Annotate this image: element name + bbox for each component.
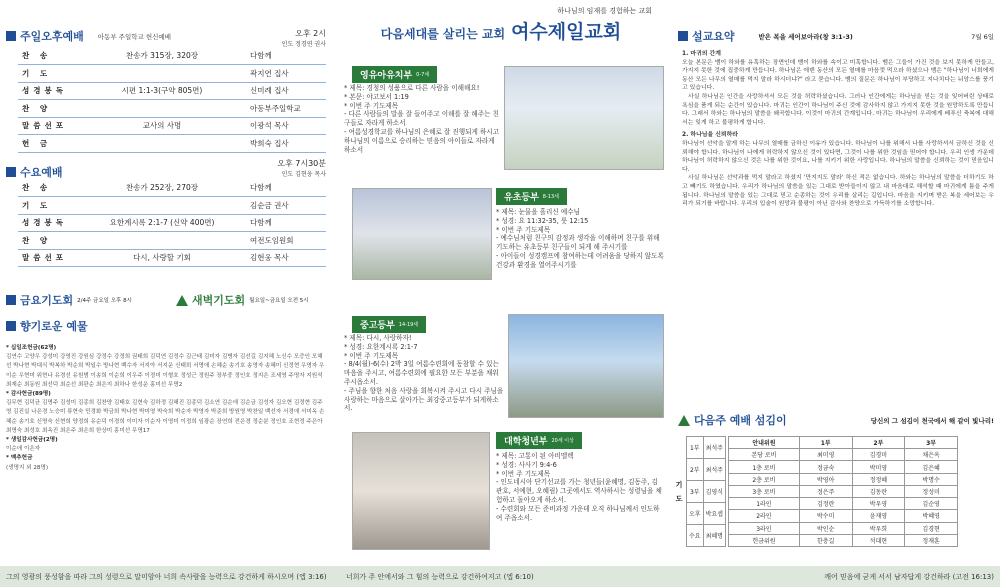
order-detail: 요한계시록 2:1-7 (신약 400면) [78, 214, 246, 232]
offering-group-title: * 맥추헌금 [6, 455, 33, 462]
college-dept-title [496, 432, 582, 449]
sermon-column [672, 0, 1000, 566]
usher-row [728, 485, 957, 497]
offering-names: (생명지 외 28명) [6, 464, 49, 471]
order-person: 다함께 [246, 214, 326, 232]
sunday-leader: 인도 정경연 권사 [281, 41, 326, 48]
usher-row [728, 534, 957, 546]
infant-dept-title [352, 66, 437, 83]
usher-cell: 박미영 [852, 461, 905, 473]
offering-names: 이순애 이은자 [6, 446, 41, 453]
order-item: 말씀선포 [18, 249, 78, 267]
offering-group-title: * 십일조헌금(62명) [6, 345, 57, 351]
order-row [18, 117, 326, 135]
usher-row [728, 522, 957, 534]
square-bullet-icon [6, 31, 16, 41]
sermon-point1-text-b: 사실 하나님은 인간을 사랑하셔서 모든 것을 허락하셨습니다. 그러나 인간에게는 하나님을 믿는 것을 잊어버린 상태로 욕심을 품게 되는 순간이 있습니다. 마귀는 인간이 하나님이 주신 것에 감사하지 않고 가지지 못한 것을 원망하도록 만듭니다. 그래서 하와는 하나님의 말씀을 왜곡합니다. 이것이 마귀의 간계입니다. 마귀는 하나님이 우리에게 베푸신 축복에 대해서는 잊게 하고 불평하게 합니다. [682, 93, 994, 126]
prayer-leaders [672, 436, 726, 547]
usher-cell: 한충길 [799, 534, 852, 546]
church-tagline: 하나님의 임재를 경험하는 교회 [557, 7, 652, 15]
usher-cell: 박영아 [799, 473, 852, 485]
department-column [336, 0, 666, 566]
usher-cell: 채은옥 [905, 449, 958, 461]
usher-cell: 최미영 [799, 449, 852, 461]
usher-header-cell: 안내위원 [728, 437, 799, 449]
nextweek-header [678, 412, 994, 428]
prayer-leader-table [686, 436, 726, 547]
nextweek-tables [672, 436, 958, 547]
prayer-label: 기 도 [675, 480, 683, 503]
wednesday-time-block [277, 158, 326, 180]
arrow-up-icon [678, 415, 690, 426]
sermon-date: 7월 6일 [971, 32, 994, 41]
usher-header-cell: 3부 [905, 437, 958, 449]
order-person: 김현웅 목사 [246, 249, 326, 267]
prayer-row [687, 503, 726, 525]
order-row [18, 100, 326, 118]
sermon-point1-text: 오늘 본문은 뱀이 하와를 유혹하는 장면인데 뱀이 하와를 속이고 미혹합니다. 뱀은 그들이 가진 것을 보지 못하게 만들고, 가지지 못한 것에 집중하게 만듭니다. 하나님은 에덴 동산의 모든 열매를 마음껏 먹으라 하셨으나 뱀은 "하나님이 너희에게 동산 모든 나무의 열매를 먹지 말라 하시더냐?" 라고 묻습니다. 뱀의 질문은 하나님이 부당하고 지나치다는 뉘앙스를 풍기고 있습니다. [682, 59, 994, 92]
usher-row [728, 498, 957, 510]
friday-title: 금요기도회 [20, 294, 74, 307]
wednesday-leader: 인도 김현웅 목사 [281, 171, 326, 178]
dept-list-item: * 제목: 다시, 사랑하자! [344, 334, 412, 342]
infant-ages: 0-7세 [416, 72, 430, 78]
order-person: 곽지연 집사 [246, 65, 326, 83]
usher-cell: 윤재영 [852, 510, 905, 522]
usher-cell: 1라인 [728, 498, 799, 510]
usher-cell: 정성미 [905, 485, 958, 497]
dept-list-item: - 아이들이 성경캠프에 참여하는데 어려움을 당하지 않도록 건강과 환경을 열어주시기를 [496, 251, 664, 269]
dept-list-item: - 주님을 향한 처음 사랑을 회복시켜 주시고 다시 주님을 사랑하는 마음으로 살아가는 최강중고등부가 되게하소서. [344, 386, 504, 413]
usher-cell: 2층 로비 [728, 473, 799, 485]
church-slogan: 다음세대를 살리는 교회 [380, 27, 506, 41]
square-bullet-icon [6, 321, 16, 331]
sunday-header [6, 28, 326, 48]
youth-ages: 14-19세 [398, 322, 419, 328]
sermon-point2-heading: 2. 하나님을 신뢰하라 [682, 132, 738, 139]
sunday-title-text: 주일오후예배 [20, 30, 84, 43]
offering-names: 김무현 김덕균 김명주 김성미 김종희 김찬양 김태호 김현숙 김하정 김혜진 김종덕 김소연 김순애 김순금 김성자 김오현 김정현 김주영 김진실 나은경 노승미 류현숙 민경화 박금희 박나현 박미영 박숙희 박순자 박영자 박준희 방원영 박찬일 백선자 서경애 서미옥 손혜순 송기호 신명숙 신현희 양정희 유순덕 이경희 이미자 이순자 이영미 이정희 임광순 장연희 전은경 정순분 정인호 조현정 주은아 최명숙 최성호 최옥진 최은주 최은희 한상미 홍미선 무명17 [6, 400, 325, 434]
dept-list-item: - 다른 사람들의 말을 잘 들어주고 이해를 잘 해주는 친구들로 자라게 하소서 [344, 110, 500, 128]
usher-cell: 3층 로비 [728, 485, 799, 497]
elementary-dept-list [496, 208, 664, 270]
dept-list-item: * 제목: 눈물을 흘리신 예수님 [496, 208, 580, 216]
prayer-row [687, 437, 726, 459]
arrow-up-icon [176, 295, 188, 306]
infant-title-text: 영유아유치부 [360, 71, 413, 81]
usher-cell: 헌금위원 [728, 534, 799, 546]
dept-list-item: - 인도네시아 단기선교를 가는 청년들(윤혜명, 김동주, 김관호, 서예현, 오혜림) 그곳에서도 역사하시는 성령님을 체험하고 돌아오게 하소서. [496, 478, 662, 504]
offering-title [6, 318, 88, 334]
sermon-point2-text-b: 사실 하나님은 선악과를 먹지 말라고 하셨지 '만지지도 말라' 하신 적은 없습니다. 하와는 하나님의 말씀을 더하기도 하고 빼기도 하였습니다. 우리가 하나님의 말씀을 있는 그대로 받아들이지 않고 내 마음대로 해석할 때 마귀에게 틈을 주게 됩니다. 하나님의 말씀을 있는 그대로 믿고 순종하는 것이 우리를 살리는 길입니다. 마음을 지키며 받은 복을 세어보는 우리가 되기를 바랍니다. 우리의 입술이 원망과 불평이 아닌 감사와 찬양으로 가득하기를 소망합니다. [682, 175, 994, 208]
sunday-time: 오후 2시 [295, 29, 326, 38]
prayer-cell: 최혜명 [703, 525, 725, 547]
order-item: 기 도 [18, 197, 78, 215]
usher-cell: 김경미 [852, 449, 905, 461]
elementary-photo [352, 188, 492, 280]
order-detail [78, 197, 246, 215]
order-row [18, 197, 326, 215]
elementary-dept-title [496, 188, 567, 205]
order-detail: 시편 1:1-3(구약 805면) [78, 82, 246, 100]
youth-dept-list [344, 334, 504, 413]
order-person: 이광석 목사 [246, 117, 326, 135]
order-item: 성경봉독 [18, 214, 78, 232]
prayer-cell: 박요셉 [703, 503, 725, 525]
offering-group [6, 344, 326, 390]
dept-list-item: - 8/4(월)-6(수) 2박 3일 여름수련회에 동참할 수 있는 마음을 주시고, 여름수련회에 필요한 모든 부분을 채워주시옵소서. [344, 360, 499, 386]
order-row [18, 135, 326, 153]
dawn-prayer [176, 292, 309, 308]
prayer-cell: 1부 [687, 437, 704, 459]
usher-cell: 박인순 [799, 522, 852, 534]
sermon-title-text: 설교요약 [692, 30, 735, 43]
offering-group [6, 454, 326, 472]
dept-list-item: * 이번 주 기도제목 [344, 351, 399, 360]
usher-header-row [728, 437, 957, 449]
wednesday-title-text: 수요예배 [20, 166, 63, 179]
usher-cell: 2라인 [728, 510, 799, 522]
order-item: 말씀선포 [18, 117, 78, 135]
usher-cell: 정은주 [799, 485, 852, 497]
order-item: 찬 송 [18, 179, 78, 197]
sermon-header [678, 28, 994, 44]
usher-cell: 박우희 [852, 522, 905, 534]
usher-row [728, 510, 957, 522]
usher-header-cell: 2부 [852, 437, 905, 449]
nextweek-verse: 당신의 그 섬김이 천국에서 해 같이 빛나리! [870, 416, 994, 425]
offering-group-title: * 감사헌금(89명) [6, 391, 51, 398]
wednesday-title [6, 164, 63, 180]
dawn-sub: 월요일~금요일 오전 5시 [249, 298, 309, 304]
sunday-time-block [282, 28, 326, 48]
dept-list-item: * 이번 주 기도제목 [496, 225, 551, 234]
dept-list-item: * 성경: 요 11:32-35, 룻 12:15 [496, 216, 589, 225]
order-person: 다함께 [246, 47, 326, 65]
church-header [336, 6, 666, 44]
footer-verse-left: 그의 영광의 풍성함을 따라 그의 성령으로 말미암아 너희 속사람을 능력으로 강건하게 하시오며 (엡 3:16) [6, 572, 327, 581]
youth-title-text: 중고등부 [360, 321, 395, 331]
usher-cell: 박혜영 [905, 510, 958, 522]
usher-cell: 김은혜 [905, 461, 958, 473]
usher-cell: 정금숙 [799, 461, 852, 473]
footer-verse-right: 깨어 믿음에 굳게 서서 남자답게 강건하라 (고전 16:13) [824, 572, 994, 581]
order-detail: 다시, 사랑할 기회 [78, 249, 246, 267]
footer-verse-mid: 너희가 주 안에서와 그 힘의 능력으로 강건하여지고 (엡 6:10) [346, 572, 534, 581]
prayer-cell: 김영식 [703, 481, 725, 503]
usher-cell: 김정란 [799, 498, 852, 510]
usher-cell: 박명수 [905, 473, 958, 485]
sunday-subtitle: 아동부 주일학교 헌신예배 [97, 32, 171, 41]
usher-header-cell: 1부 [799, 437, 852, 449]
offering-list [0, 344, 332, 473]
order-person: 신미례 집사 [246, 82, 326, 100]
order-item: 기 도 [18, 65, 78, 83]
dept-list-item: - 예수님처럼 친구의 감정과 생각을 이해하며 친구를 위해 기도하는 유초등부 친구들이 되게 해 주시기를 [496, 234, 660, 252]
usher-row [728, 449, 957, 461]
usher-cell: 본당 로비 [728, 449, 799, 461]
prayer-row [687, 481, 726, 503]
infant-dept-list [344, 84, 500, 154]
usher-cell: 박우영 [852, 498, 905, 510]
order-detail: 찬송가 315장, 320장 [78, 47, 246, 65]
sunday-order-table [18, 47, 326, 153]
prayer-row [687, 525, 726, 547]
worship-column [0, 0, 332, 566]
order-person: 아동부주일학교 [246, 100, 326, 118]
footer-bar [0, 566, 1000, 587]
dept-list-item: * 이번 주 기도제목 [496, 469, 551, 478]
elementary-ages: 8-13세 [542, 194, 559, 200]
usher-cell: 김순영 [905, 498, 958, 510]
usher-row [728, 473, 957, 485]
church-name: 여수제일교회 [511, 21, 622, 43]
order-row [18, 65, 326, 83]
nextweek-title [678, 412, 787, 428]
order-detail [78, 232, 246, 250]
usher-cell: 석대현 [852, 534, 905, 546]
dawn-title: 새벽기도회 [192, 294, 246, 307]
offering-group [6, 436, 326, 454]
order-item: 찬 송 [18, 47, 78, 65]
order-person: 여전도임원회 [246, 232, 326, 250]
elementary-title-text: 유초등부 [504, 193, 539, 203]
sermon-point2-text: 하나님이 선악을 알게 하는 나무의 열매를 금하신 이유가 있습니다. 하나님이 나를 위해서 나를 사랑하셔서 금하신 것을 신뢰해야 합니다. 하나님이 나에게 허락하지 않으신 것이 있다면, 그것이 나를 위한 것임을 믿어야 합니다. 우리 인생 가운데 하나님이 허락하지 않으신 것은 나를 위한 것이요, 나를 지키기 위한 사랑입니다. 하나님의 말씀을 신뢰하는 것이 믿음입니다. [682, 140, 994, 173]
dept-list-item: * 본문: 야고보서 1:19 [344, 92, 409, 101]
sermon-subtitle: 받은 복을 세어보아라(창 3:1-3) [758, 32, 853, 41]
dept-list-item: * 성경: 요한계시록 2:1-7 [344, 342, 418, 351]
infant-photo [504, 66, 664, 170]
college-ages: 20세 이상 [551, 438, 574, 444]
order-item: 헌 금 [18, 135, 78, 153]
usher-cell: 박수미 [799, 510, 852, 522]
friday-sub: 2/4주 금요일 오후 8시 [77, 298, 132, 304]
youth-dept-title [352, 316, 426, 333]
order-row [18, 232, 326, 250]
youth-photo [508, 314, 664, 418]
order-detail [78, 100, 246, 118]
order-row [18, 249, 326, 267]
sermon-body [682, 50, 994, 209]
order-row [18, 179, 326, 197]
college-dept-list [496, 452, 664, 522]
order-person: 박희숙 집사 [246, 135, 326, 153]
dept-list-item: * 제목: 고통이 된 아비멜렉 [496, 452, 574, 460]
prayer-cell: 최석주 [703, 459, 725, 481]
prayer-cell: 오후 [687, 503, 704, 525]
order-item: 찬 양 [18, 100, 78, 118]
prayer-row [687, 459, 726, 481]
square-bullet-icon [6, 295, 16, 305]
usher-cell: 정정혜 [852, 473, 905, 485]
offering-group-title: * 생일감사헌금(2명) [6, 437, 58, 444]
prayer-cell: 2부 [687, 459, 704, 481]
usher-cell: 3라인 [728, 522, 799, 534]
wednesday-header [6, 158, 326, 180]
offering-names: 김연수 고양우 강성미 강영진 강원심 강정수 강정희 권태희 김덕연 김정수 김근태 김미자 김병자 김선길 김지혜 노신수 모증인 모혜선 박나현 박대식 박복하 박순희 박일수 방나현 백수자 서지아 서지운 신태희 서명애 손혜순 송기호 송영자 송혜미 신정현 우명자 우이순 우현미 위현나 유경선 유원범 이송희 이순희 이우주 이정미 이형호 정성근 정원주 장부중 정인호 정지은 조세영 주명자 지원석 최재순 최동원 최선덕 최순선 최판순 최은지 최하나 한성운 홍미선 무명2 [6, 354, 325, 388]
order-row [18, 82, 326, 100]
usher-row [728, 461, 957, 473]
prayer-cell: 최석주 [703, 437, 725, 459]
dept-list-item: * 제목: 경청의 성품으로 다른 사람을 이해해요! [344, 84, 480, 92]
order-item: 찬 양 [18, 232, 78, 250]
usher-cell: 정재훈 [905, 534, 958, 546]
order-person: 김순금 권사 [246, 197, 326, 215]
wednesday-order-table [18, 179, 326, 267]
usher-cell: 1층 로비 [728, 461, 799, 473]
order-detail: 교사의 사명 [78, 117, 246, 135]
nextweek-title-text: 다음주 예배 섬김이 [694, 414, 787, 427]
usher-cell: 김동란 [852, 485, 905, 497]
order-row [18, 214, 326, 232]
usher-cell: 김경현 [905, 522, 958, 534]
friday-prayer [6, 292, 132, 308]
wednesday-time: 오후 7시30분 [277, 159, 326, 168]
dept-list-item: - 여름성경학교를 하나님의 은혜로 잘 진행되게 하시고 하나님의 이름으로 승리하는 믿음의 아이들로 자라게 하소서 [344, 127, 500, 154]
dept-list-item: - 수련회와 모든 준비과정 가운데 오직 하나님께서 인도하여 주옵소서. [496, 504, 660, 522]
square-bullet-icon [678, 31, 688, 41]
prayer-cell: 3부 [687, 481, 704, 503]
order-detail [78, 135, 246, 153]
prayer-cell: 수요 [687, 525, 704, 547]
usher-table [728, 436, 958, 547]
order-item: 성경봉독 [18, 82, 78, 100]
order-person: 다함께 [246, 179, 326, 197]
offering-group [6, 390, 326, 436]
sunday-title [6, 28, 171, 44]
square-bullet-icon [6, 167, 16, 177]
college-title-text: 대학청년부 [504, 437, 548, 447]
order-detail: 찬송가 252장, 270장 [78, 179, 246, 197]
dept-list-item: * 성경: 사사기 9:4-6 [496, 460, 557, 469]
order-detail [78, 65, 246, 83]
sermon-title [678, 28, 853, 44]
offering-title-text: 향기로운 예물 [20, 320, 88, 333]
order-row [18, 47, 326, 65]
college-photo [352, 432, 490, 550]
dept-list-item: * 이번 주 기도제목 [344, 101, 399, 110]
sermon-point1-heading: 1. 마귀의 간계 [682, 51, 721, 57]
